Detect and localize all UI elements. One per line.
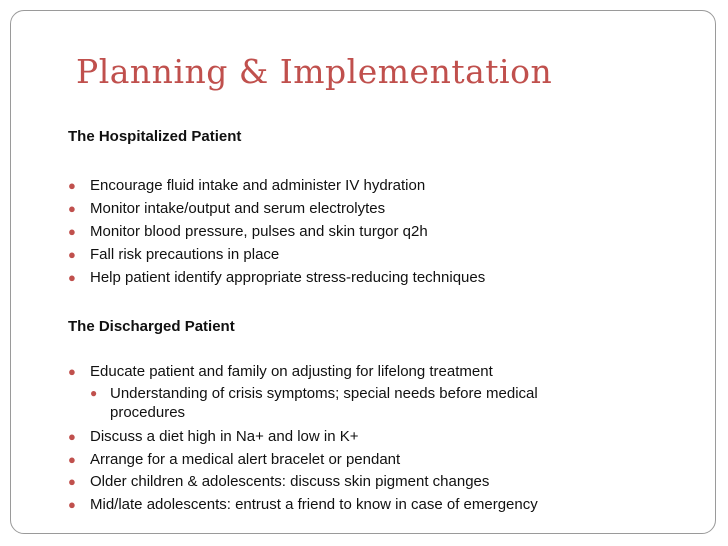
list-item-text: Older children & adolescents: discuss skin pigment changes bbox=[90, 473, 490, 490]
list-item-text: Fall risk precautions in place bbox=[90, 246, 280, 263]
bullet-dot-icon: ● bbox=[68, 178, 76, 193]
hospitalized-heading: The Hospitalized Patient bbox=[68, 128, 242, 145]
sub-list-item-line: procedures bbox=[110, 404, 186, 421]
bullet-dot-icon: ● bbox=[68, 429, 76, 444]
bullet-dot-icon: ● bbox=[90, 386, 98, 400]
sub-list-item-text bbox=[110, 384, 610, 422]
bullet-dot-icon: ● bbox=[68, 201, 76, 216]
bullet-dot-icon: ● bbox=[68, 224, 76, 239]
bullet-dot-icon: ● bbox=[68, 270, 76, 285]
list-item-text: Encourage fluid intake and administer IV hydration bbox=[90, 177, 426, 194]
list-item-text: Monitor intake/output and serum electrolytes bbox=[90, 200, 386, 217]
list-item-text: Mid/late adolescents: entrust a friend to know in case of emergency bbox=[90, 496, 538, 513]
bullet-dot-icon: ● bbox=[68, 364, 76, 379]
list-item-text: Arrange for a medical alert bracelet or pendant bbox=[90, 451, 401, 468]
list-item-text: Educate patient and family on adjusting for lifelong treatment bbox=[90, 363, 493, 380]
bullet-dot-icon: ● bbox=[68, 247, 76, 262]
list-item-text: Monitor blood pressure, pulses and skin turgor q2h bbox=[90, 223, 428, 240]
bullet-dot-icon: ● bbox=[68, 452, 76, 467]
list-item-text: Help patient identify appropriate stress-reducing techniques bbox=[90, 269, 486, 286]
slide-title: Planning & Implementation bbox=[76, 52, 553, 91]
list-item-text: Discuss a diet high in Na+ and low in K+ bbox=[90, 428, 359, 445]
bullet-dot-icon: ● bbox=[68, 474, 76, 489]
sub-list-item-line: Understanding of crisis symptoms; special needs before medical bbox=[110, 385, 538, 402]
bullet-dot-icon: ● bbox=[68, 497, 76, 512]
discharged-heading: The Discharged Patient bbox=[68, 318, 235, 335]
